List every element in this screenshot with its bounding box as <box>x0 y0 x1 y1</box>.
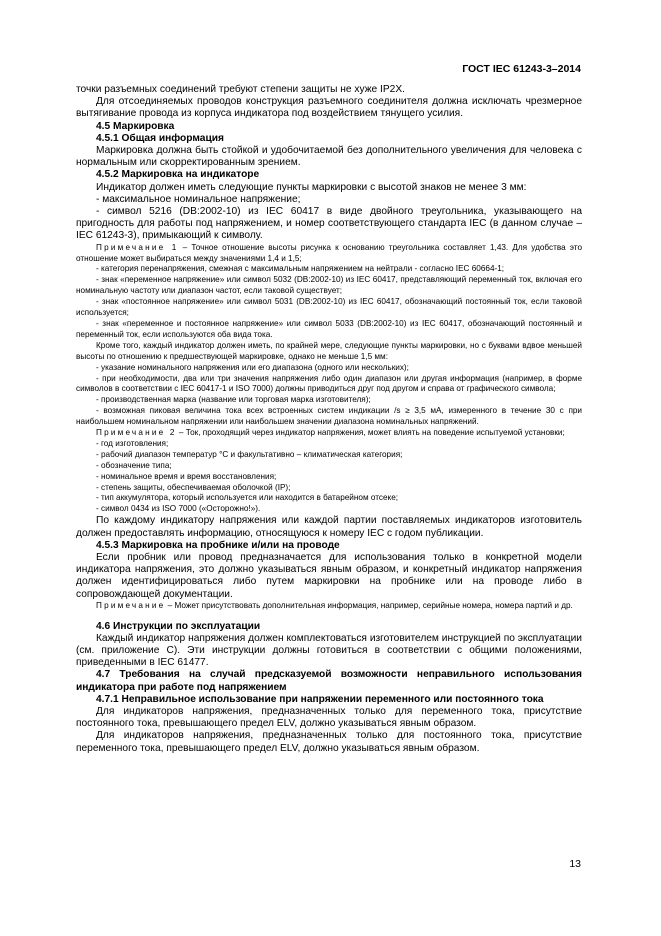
body-paragraph <box>76 264 582 275</box>
paragraph-text: 4.7 Требования на случай предсказуемой возможности неправильного использования индикатора при работе под напряжением <box>76 669 582 693</box>
paragraph-text: - знак «постоянное напряжение» или символ 5031 (DB:2002-10) из IEC 60417, обозначающий постоянный ток, если таковой используется; <box>76 297 582 318</box>
paragraph-text: точки разъемных соединений требуют степени защиты не хуже IP2X. <box>76 84 405 95</box>
paragraph-text: - обозначение типа; <box>96 460 172 470</box>
page-number: 13 <box>569 858 581 870</box>
body-paragraph <box>76 275 582 297</box>
paragraph-text: – Точное отношение высоты рисунка к основанию треугольника составляет 1,43. Для удобства это отношение может выбираться между значениями 1,4 и 1,5; <box>76 242 583 263</box>
paragraph-text: - производственная марка (название или торговая марка изготовителя); <box>96 395 371 405</box>
body-paragraph <box>76 297 582 319</box>
body-paragraph <box>76 194 582 206</box>
paragraph-text: Кроме того, каждый индикатор должен иметь, по крайней мере, следующие пункты маркировки, но с буквами вдвое меньшей высоты по отношению к предшествующей маркировке, однако не меньше 1,5 мм: <box>76 340 582 361</box>
body-paragraph <box>76 483 582 494</box>
paragraph-text: 4.5.1 Общая информация <box>96 132 224 144</box>
paragraph-text: - указание номинального напряжения или его диапазона (одного или нескольких); <box>96 362 409 372</box>
body-paragraph <box>76 395 582 406</box>
section-heading <box>76 540 582 552</box>
body-paragraph <box>76 206 582 243</box>
paragraph-text: – Ток, проходящий через индикатор напряжения, может влиять на поведение испытуемой установки; <box>176 428 565 438</box>
body-paragraph <box>76 406 582 428</box>
paragraph-text: По каждому индикатору напряжения или каждой партии поставляемых индикаторов изготовитель должен предоставлять информацию, относящуюся к номеру IEC с годом публикации. <box>76 515 582 539</box>
section-heading <box>76 133 582 145</box>
paragraph-text: 4.5.3 Маркировка на пробнике и/или на проводе <box>96 539 340 551</box>
note-label: Примечание 1 <box>96 242 179 252</box>
paragraph-text: – Может присутствовать дополнительная информация, например, серийные номера, номера партий и др. <box>165 600 573 610</box>
body-paragraph <box>76 341 582 363</box>
paragraph-text: Для индикаторов напряжения, предназначенных только для переменного тока, присутствие постоянного тока, превышающего предел ELV, должно указываться явным образом. <box>76 706 582 730</box>
body-paragraph <box>76 730 582 754</box>
section-heading <box>76 169 582 181</box>
paragraph-text: Индикатор должен иметь следующие пункты маркировки с высотой знаков не менее 3 мм: <box>96 181 527 193</box>
section-heading <box>76 121 582 133</box>
body-paragraph <box>76 439 582 450</box>
paragraph-text: - категория перенапряжения, смежная с максимальным напряжением на нейтрали - согласно IEC 60664-1; <box>96 264 505 274</box>
paragraph-text: - знак «переменное и постоянное напряжение» или символ 5033 (DB:2002-10) из IEC 60417, обозначающий постоянный и переменный ток, если используются оба вида тока. <box>76 318 582 339</box>
body-paragraph <box>76 96 582 120</box>
section-heading <box>76 669 582 693</box>
document-header: ГОСТ IEC 61243-3–2014 <box>462 63 581 75</box>
paragraph-text: - степень защиты, обеспечиваемая оболочкой (IP); <box>96 482 291 492</box>
paragraph-text: Если пробник или провод предназначается для использования только в конкретной модели индикатора напряжения, это должно указываться явным образом, и конкретный индикатор напряжения должен идентифицироваться либо путем маркировки на пробнике или на проводе либо в сопровождающей документации. <box>76 551 582 600</box>
body-paragraph <box>76 363 582 374</box>
body-paragraph <box>76 706 582 730</box>
body-paragraph <box>76 504 582 515</box>
paragraph-text: 4.6 Инструкции по эксплуатации <box>96 620 261 632</box>
note-label: Примечание 2 <box>96 428 177 438</box>
body-paragraph <box>76 493 582 504</box>
paragraph-text: - символ 0434 из ISO 7000 («Осторожно!»). <box>96 504 261 514</box>
paragraph-text: - номинальное время и время восстановления; <box>96 471 277 481</box>
body-paragraph <box>76 552 582 601</box>
body-paragraph <box>76 450 582 461</box>
paragraph-text: - возможная пиковая величина тока всех встроенных систем индикации /s ≥ 3,5 мА, измеренного в течение 30 с при наибольшем номинальном напряжении или наибольшем значении диапазона номинальных напряжений. <box>76 406 582 427</box>
note-paragraph <box>76 428 582 439</box>
paragraph-text: - рабочий диапазон температур °С и факультативно – климатическая категория; <box>96 449 403 459</box>
body-paragraph <box>76 515 582 539</box>
paragraph-text: Для отсоединяемых проводов конструкция разъемного соединителя должна исключать чрезмерное вытягивание провода из корпуса индикатора под воздействием тянущего усилия. <box>76 96 582 120</box>
paragraph-text: - тип аккумулятора, который используется или находится в батарейном отсеке; <box>96 493 399 503</box>
spacer <box>76 612 582 621</box>
paragraph-text: - год изготовления; <box>96 438 169 448</box>
section-heading <box>76 694 582 706</box>
paragraph-text: - при необходимости, два или три значения напряжения либо один диапазон или другая информация (например, в форме символов в соответствии с IEC 60417-1 и ISO 7000) должны приводиться друг под другом и справа от графического символа; <box>76 373 582 394</box>
paragraph-text: Для индикаторов напряжения, предназначенных только для постоянного тока, присутствие переменного тока, превышающего предел ELV, должно указываться явным образом. <box>76 730 582 754</box>
paragraph-text: 4.5.2 Маркировка на индикаторе <box>96 169 260 181</box>
paragraph-text: - символ 5216 (DB:2002-10) из IEC 60417 в виде двойного треугольника, указывающего на пригодность для работы под напряжением, и номер соответствующего стандарта IEC (в данном случае – IEC 61243-3), примыкающий к символу. <box>76 206 582 242</box>
paragraph-text: - максимальное номинальное напряжение; <box>96 193 301 205</box>
note-label: Примечание <box>96 600 166 610</box>
paragraph-text: Каждый индикатор напряжения должен комплектоваться изготовителем инструкцией по эксплуатации (см. приложение С). Эти инструкции должны готовиться в соответствии с общими положениями, приведенными в IEC 61477. <box>76 632 582 669</box>
section-heading <box>76 621 582 633</box>
body-paragraph <box>76 633 582 670</box>
note-paragraph <box>76 601 582 612</box>
paragraph-text: 4.7.1 Неправильное использование при напряжении переменного или постоянного тока <box>96 693 544 705</box>
paragraph-text: - знак «переменное напряжение» или символ 5032 (DB:2002-10) из IEC 60417, представляющий переменный ток, включая его номинальную частоту или диапазон частот, если таковой существует; <box>76 275 582 296</box>
body-paragraph <box>76 472 582 483</box>
body-paragraph <box>76 319 582 341</box>
note-paragraph <box>76 243 582 265</box>
body-paragraph <box>76 461 582 472</box>
body-paragraph <box>76 182 582 194</box>
document-body <box>76 84 582 755</box>
paragraph-text: Маркировка должна быть стойкой и удобочитаемой без дополнительного увеличения для человека с нормальным или скорректированным зрением. <box>76 145 582 169</box>
paragraph-text: 4.5 Маркировка <box>96 120 175 132</box>
body-paragraph <box>76 374 582 396</box>
body-paragraph <box>76 145 582 169</box>
body-paragraph <box>76 84 582 96</box>
